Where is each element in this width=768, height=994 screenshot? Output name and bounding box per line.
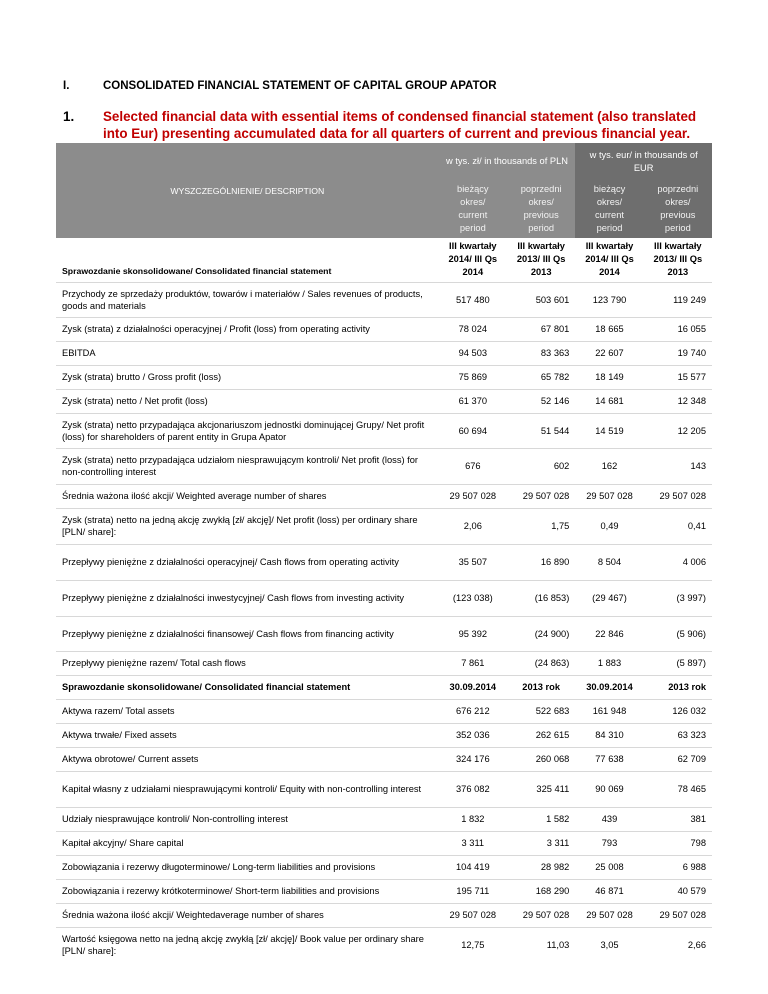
row-value: 25 008 [575,855,643,879]
row-value: 22 846 [575,616,643,651]
row-value: 29 507 028 [575,484,643,508]
row-value: 75 869 [439,365,507,389]
row-value: 161 948 [575,699,643,723]
row-value: 503 601 [507,282,575,317]
table-row [56,831,712,855]
row-value: 260 068 [507,747,575,771]
row-label: Przepływy pieniężne z działalności inwestycyjnej/ Cash flows from investing activity [56,580,439,616]
row-value: 15 577 [644,365,712,389]
section1-rows [56,282,712,675]
section2-period: 30.09.2014 [575,675,643,699]
table-row [56,544,712,580]
row-value: 40 579 [644,879,712,903]
row-label: Aktywa razem/ Total assets [56,699,439,723]
financial-data-table [56,143,712,962]
table-row [56,771,712,807]
row-value: 29 507 028 [575,903,643,927]
subsection-number: 1. [63,109,75,124]
row-value: (5 906) [644,616,712,651]
period-header: III kwartały 2013/ III Qs 2013 [516,241,566,278]
section2-period: 2013 rok [507,675,575,699]
row-value: 22 607 [575,341,643,365]
section2-rows [56,699,712,962]
table-row [56,879,712,903]
table-row [56,807,712,831]
table-row [56,903,712,927]
row-value: 29 507 028 [644,484,712,508]
row-value: 12,75 [439,927,507,962]
table-row [56,508,712,544]
row-value: (16 853) [507,580,575,616]
table-row [56,699,712,723]
row-value: 7 861 [439,651,507,675]
row-value: 14 519 [575,413,643,448]
row-value: 18 149 [575,365,643,389]
row-value: 16 055 [644,317,712,341]
row-value: 439 [575,807,643,831]
row-label: Przychody ze sprzedaży produktów, towarów i materiałów / Sales revenues of products, goods and materials [56,282,439,317]
row-value: 1,75 [507,508,575,544]
table-row [56,651,712,675]
row-value: 0,41 [644,508,712,544]
row-value: 119 249 [644,282,712,317]
row-value: 376 082 [439,771,507,807]
row-value: 51 544 [507,413,575,448]
eur-header: w tys. eur/ in thousands of EUR [575,143,712,180]
row-value: 676 212 [439,699,507,723]
section2-period: 30.09.2014 [439,675,507,699]
row-value: 798 [644,831,712,855]
row-value: 16 890 [507,544,575,580]
row-value: 1 832 [439,807,507,831]
row-value: 3 311 [507,831,575,855]
row-value: 168 290 [507,879,575,903]
row-value: 143 [644,448,712,484]
row-value: 29 507 028 [507,903,575,927]
row-value: 90 069 [575,771,643,807]
row-label: Zysk (strata) z działalności operacyjnej / Profit (loss) from operating activity [56,317,439,341]
section2-header-row [56,675,712,699]
row-value: (24 863) [507,651,575,675]
row-value: 35 507 [439,544,507,580]
row-label: Przepływy pieniężne z działalności finansowej/ Cash flows from financing activity [56,616,439,651]
row-value: 602 [507,448,575,484]
row-value: 84 310 [575,723,643,747]
row-label: EBITDA [56,341,439,365]
row-value: 65 782 [507,365,575,389]
row-value: 78 024 [439,317,507,341]
row-label: Aktywa trwałe/ Fixed assets [56,723,439,747]
row-value: 14 681 [575,389,643,413]
row-value: 29 507 028 [644,903,712,927]
row-value: 83 363 [507,341,575,365]
table-row [56,855,712,879]
row-value: 2,06 [439,508,507,544]
row-value: 18 665 [575,317,643,341]
row-value: 793 [575,831,643,855]
row-value: 1 582 [507,807,575,831]
row-value: 676 [439,448,507,484]
row-value: 4 006 [644,544,712,580]
row-value: 12 348 [644,389,712,413]
row-value: 522 683 [507,699,575,723]
row-value: 63 323 [644,723,712,747]
table-row [56,282,712,317]
row-label: Zysk (strata) netto przypadająca akcjonariuszom jednostki dominującej Grupy/ Net profit (loss) for shareholders of parent entity in Grupa Apator [56,413,439,448]
row-value: 126 032 [644,699,712,723]
table-row [56,723,712,747]
row-value: 162 [575,448,643,484]
section-number: I. [63,80,70,92]
row-value: 77 638 [575,747,643,771]
row-value: 262 615 [507,723,575,747]
row-value: 3,05 [575,927,643,962]
row-value: 67 801 [507,317,575,341]
table-row [56,389,712,413]
row-value: (29 467) [575,580,643,616]
row-label: Kapitał akcyjny/ Share capital [56,831,439,855]
period-header: III kwartały 2014/ III Qs 2014 [448,241,498,278]
row-label: Zysk (strata) netto przypadająca udziałom niesprawującym kontroli/ Net profit (loss) for non-controlling interest [56,448,439,484]
table-row [56,413,712,448]
row-label: Średnia ważona ilość akcji/ Weighted average number of shares [56,484,439,508]
row-value: 12 205 [644,413,712,448]
period-header: III kwartały 2013/ III Qs 2013 [653,241,703,278]
row-label: Udziały niesprawujące kontroli/ Non-controlling interest [56,807,439,831]
pln-header: w tys. zł/ in thousands of PLN [439,143,576,180]
row-label: Kapitał własny z udziałami niesprawującymi kontroli/ Equity with non-controlling interest [56,771,439,807]
row-value: 517 480 [439,282,507,317]
row-label: Zysk (strata) netto / Net profit (loss) [56,389,439,413]
row-label: Wartość księgowa netto na jedną akcję zwykłą [zł/ akcję]/ Book value per ordinary share [PLN/ share]: [56,927,439,962]
subheader-pln-previous: poprzedni okres/ previous period [507,180,575,238]
table-row [56,448,712,484]
row-value: 195 711 [439,879,507,903]
row-value: (123 038) [439,580,507,616]
table-row [56,365,712,389]
row-value: (3 997) [644,580,712,616]
table-row [56,580,712,616]
row-value: 78 465 [644,771,712,807]
row-value: 381 [644,807,712,831]
row-label: Zobowiązania i rezerwy krótkoterminowe/ Short-term liabilities and provisions [56,879,439,903]
table-row [56,317,712,341]
row-label: Przepływy pieniężne razem/ Total cash flows [56,651,439,675]
row-value: 46 871 [575,879,643,903]
subheader-eur-previous: poprzedni okres/ previous period [644,180,712,238]
row-value: 325 411 [507,771,575,807]
row-label: Aktywa obrotowe/ Current assets [56,747,439,771]
subheader-pln-current: bieżący okres/ current period [439,180,507,238]
row-label: Przepływy pieniężne z działalności operacyjnej/ Cash flows from operating activity [56,544,439,580]
row-label: Zysk (strata) brutto / Gross profit (loss) [56,365,439,389]
section1-label: Sprawozdanie skonsolidowane/ Consolidated financial statement [62,265,332,276]
row-value: 94 503 [439,341,507,365]
row-value: 324 176 [439,747,507,771]
row-value: 2,66 [644,927,712,962]
table-row [56,927,712,962]
row-value: 60 694 [439,413,507,448]
row-value: 11,03 [507,927,575,962]
row-value: 3 311 [439,831,507,855]
section-title-text: CONSOLIDATED FINANCIAL STATEMENT OF CAPITAL GROUP APATOR [103,80,497,92]
row-value: 8 504 [575,544,643,580]
row-value: 52 146 [507,389,575,413]
subheader-eur-current: bieżący okres/ current period [575,180,643,238]
row-value: (5 897) [644,651,712,675]
period-header: III kwartały 2014/ III Qs 2014 [585,241,634,278]
row-value: 29 507 028 [439,903,507,927]
description-header: WYSZCZEGÓLNIENIE/ DESCRIPTION [56,143,439,238]
table-row [56,484,712,508]
row-value: 0,49 [575,508,643,544]
section2-period: 2013 rok [644,675,712,699]
row-value: 6 988 [644,855,712,879]
row-value: 62 709 [644,747,712,771]
table-row [56,341,712,365]
row-value: 61 370 [439,389,507,413]
table-row [56,616,712,651]
row-value: 352 036 [439,723,507,747]
row-value: 123 790 [575,282,643,317]
row-label: Średnia ważona ilość akcji/ Weightedaverage number of shares [56,903,439,927]
row-value: 29 507 028 [439,484,507,508]
table-row [56,747,712,771]
subsection-title-text: Selected financial data with essential items of condensed financial statement (also translated into Eur) presenting accumulated data for all quarters of current and previous financial year. [103,109,697,141]
row-value: 28 982 [507,855,575,879]
row-value: 1 883 [575,651,643,675]
row-value: 19 740 [644,341,712,365]
row-label: Zysk (strata) netto na jedną akcję zwykłą [zł/ akcję]/ Net profit (loss) per ordinary share [PLN/ share]: [56,508,439,544]
row-value: 104 419 [439,855,507,879]
row-value: (24 900) [507,616,575,651]
row-value: 95 392 [439,616,507,651]
row-label: Zobowiązania i rezerwy długoterminowe/ Long-term liabilities and provisions [56,855,439,879]
section2-label: Sprawozdanie skonsolidowane/ Consolidated financial statement [56,675,439,699]
row-value: 29 507 028 [507,484,575,508]
section-title [63,80,497,92]
